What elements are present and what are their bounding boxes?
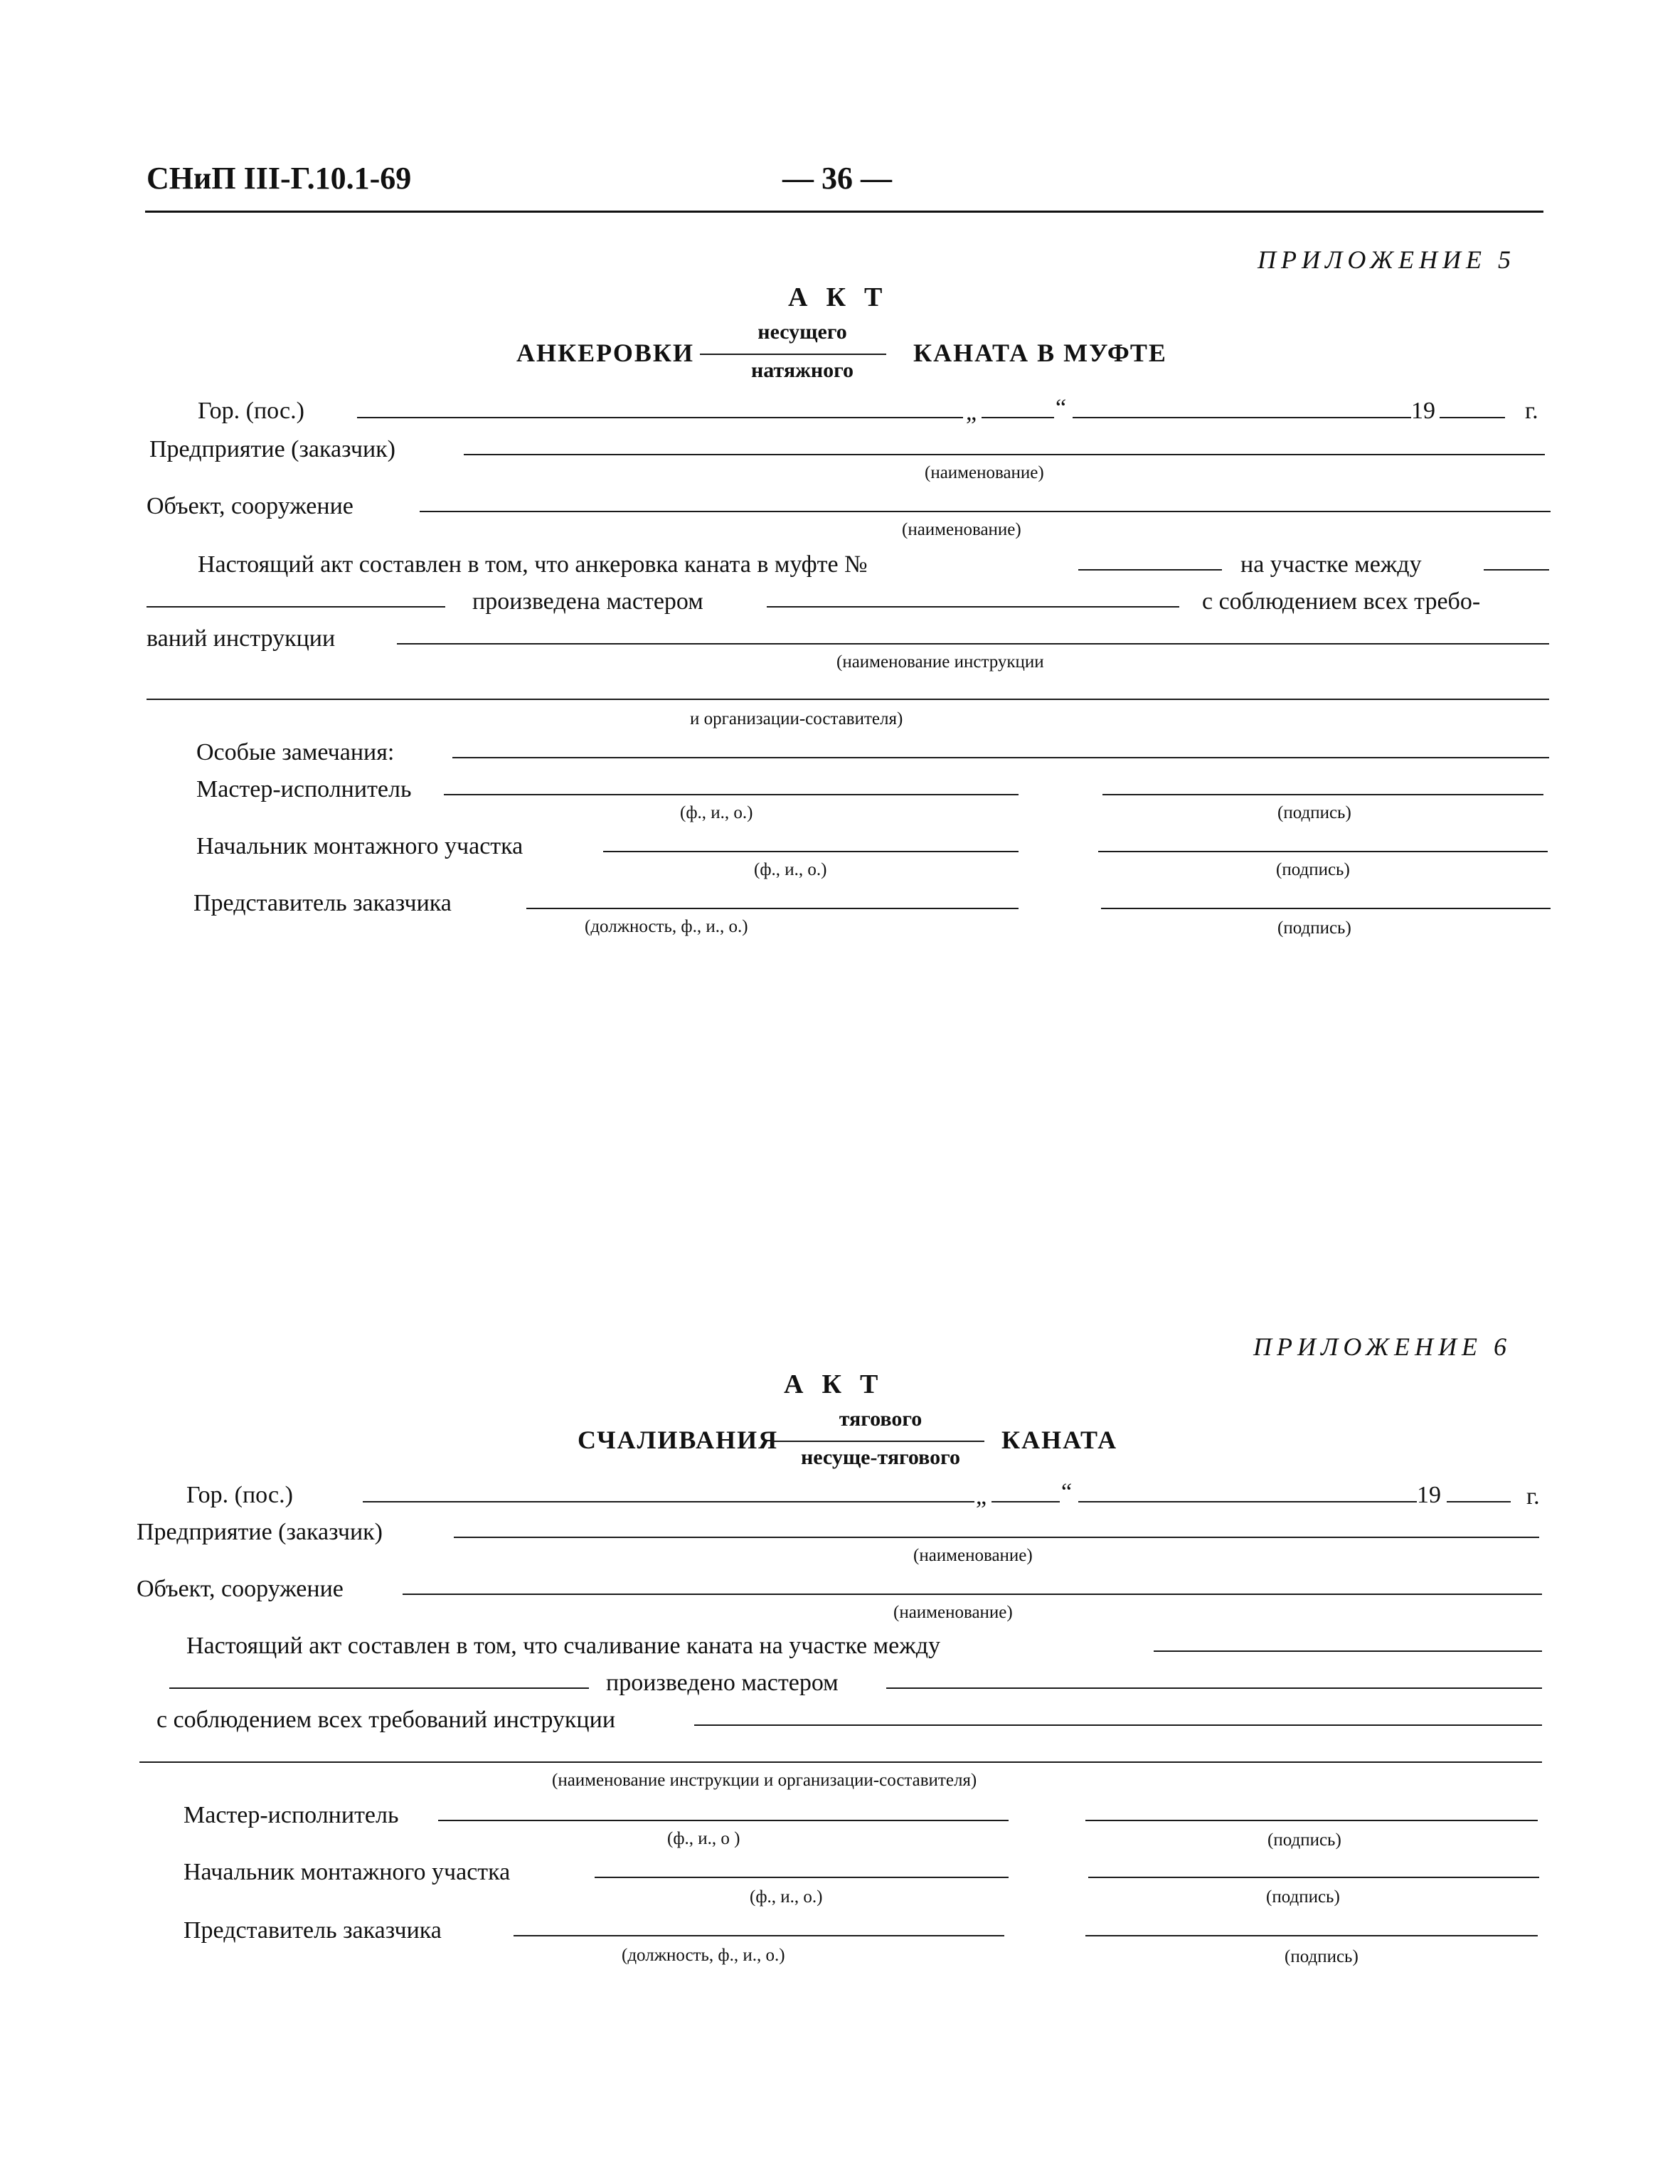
a6-quote-open: „	[976, 1483, 987, 1510]
a6-rep-fio-field[interactable]	[514, 1935, 1004, 1936]
appendix-5-fraction-bar	[700, 354, 886, 355]
a5-object-field[interactable]	[420, 511, 1551, 512]
appendix-6-fraction-bar	[771, 1441, 984, 1442]
a6-master-label: Мастер-исполнитель	[184, 1802, 399, 1828]
a5-quote-close: “	[1056, 395, 1067, 421]
appendix-6-title-right: КАНАТА	[1001, 1426, 1118, 1454]
a6-city-field[interactable]	[363, 1501, 974, 1502]
a5-body-line-2b: с соблюдением всех требо-	[1202, 588, 1481, 615]
a6-object-label: Объект, сооружение	[137, 1576, 344, 1602]
a5-master-label: Мастер-исполнитель	[196, 776, 412, 802]
appendix-5-akt-heading: АКТ	[788, 282, 901, 312]
a5-year-prefix: 19	[1411, 398, 1435, 424]
a6-enterprise-caption: (наименование)	[913, 1546, 1033, 1565]
a5-master-field[interactable]	[767, 606, 1179, 608]
a6-object-caption: (наименование)	[893, 1603, 1013, 1622]
a5-chief-fio-field[interactable]	[603, 851, 1019, 852]
a5-instruction-caption-2: и организации-составителя)	[690, 709, 903, 728]
a5-notes-field[interactable]	[452, 757, 1549, 758]
appendix-6-label: ПРИЛОЖЕНИЕ 6	[1253, 1332, 1511, 1361]
a6-year-field[interactable]	[1447, 1501, 1511, 1502]
appendix-6-fraction-bottom: несуще-тягового	[800, 1446, 961, 1469]
a5-rep-fio-field[interactable]	[526, 908, 1019, 909]
a5-section-start-field[interactable]	[1484, 569, 1549, 571]
a6-chief-sign-caption: (подпись)	[1266, 1887, 1340, 1907]
a5-rep-sign-caption: (подпись)	[1277, 918, 1351, 938]
a6-day-field[interactable]	[991, 1501, 1060, 1502]
a5-section-end-field[interactable]	[147, 606, 445, 608]
a6-section-end-field[interactable]	[169, 1687, 589, 1689]
a6-chief-fio-field[interactable]	[595, 1877, 1009, 1878]
a5-instruction-caption-1: (наименование инструкции	[836, 652, 1044, 672]
a5-object-caption: (наименование)	[902, 520, 1021, 539]
appendix-5-title-right: КАНАТА В МУФТЕ	[913, 339, 1167, 367]
a6-rep-sign-field[interactable]	[1085, 1935, 1538, 1936]
appendix-5-title-left: АНКЕРОВКИ	[516, 339, 695, 367]
a6-rep-label: Представитель заказчика	[184, 1917, 442, 1944]
a6-month-field[interactable]	[1078, 1501, 1417, 1502]
document-code: СНиП III-Г.10.1-69	[147, 161, 412, 196]
a6-rep-fio-caption: (должность, ф., и., о.)	[622, 1946, 785, 1965]
a5-quote-open: „	[966, 399, 977, 425]
a6-master-fio-field[interactable]	[438, 1820, 1009, 1821]
appendix-5-label: ПРИЛОЖЕНИЕ 5	[1258, 245, 1516, 274]
a5-rep-label: Представитель заказчика	[193, 890, 452, 916]
a5-chief-sign-caption: (подпись)	[1276, 860, 1350, 879]
a5-object-label: Объект, сооружение	[147, 493, 353, 519]
a6-year-suffix: г.	[1526, 1483, 1540, 1510]
a5-master-fio-field[interactable]	[444, 794, 1019, 795]
page-number: — 36 —	[782, 161, 892, 196]
a6-body-line-3: с соблюдением всех требований инструкции	[156, 1707, 616, 1733]
a5-body-line-1b: на участке между	[1240, 551, 1422, 578]
a5-master-fio-caption: (ф., и., о.)	[680, 803, 753, 822]
appendix-6-akt-heading: АКТ	[784, 1369, 897, 1399]
a5-city-label: Гор. (пос.)	[198, 398, 304, 424]
a6-quote-close: “	[1061, 1479, 1073, 1505]
a6-chief-fio-caption: (ф., и., о.)	[750, 1887, 823, 1907]
a6-rep-sign-caption: (подпись)	[1285, 1947, 1359, 1966]
a6-organization-field[interactable]	[139, 1761, 1542, 1763]
a5-body-line-3: ваний инструкции	[147, 625, 336, 652]
a5-muff-number-field[interactable]	[1078, 569, 1222, 571]
a6-year-prefix: 19	[1417, 1482, 1441, 1508]
a5-month-field[interactable]	[1073, 417, 1411, 418]
a5-year-field[interactable]	[1440, 417, 1505, 418]
a6-chief-sign-field[interactable]	[1088, 1877, 1539, 1878]
a5-enterprise-field[interactable]	[464, 454, 1545, 455]
a6-master-fio-caption: (ф., и., о )	[667, 1829, 740, 1848]
a6-chief-label: Начальник монтажного участка	[184, 1859, 511, 1885]
a5-rep-fio-caption: (должность, ф., и., о.)	[585, 917, 748, 936]
a5-enterprise-label: Предприятие (заказчик)	[149, 436, 395, 462]
a5-year-suffix: г.	[1525, 398, 1538, 424]
a6-master-field[interactable]	[886, 1687, 1542, 1689]
a5-enterprise-caption: (наименование)	[925, 463, 1044, 482]
a6-object-field[interactable]	[403, 1594, 1542, 1595]
appendix-5-fraction-top: несущего	[757, 320, 847, 344]
a5-notes-label: Особые замечания:	[196, 739, 395, 765]
a5-master-sign-field[interactable]	[1102, 794, 1543, 795]
a5-body-line-1: Настоящий акт составлен в том, что анкеровка каната в муфте №	[198, 551, 868, 578]
a6-body-line-2: произведено мастером	[606, 1670, 839, 1696]
a5-city-field[interactable]	[357, 417, 963, 418]
a5-chief-sign-field[interactable]	[1098, 851, 1548, 852]
header-rule	[145, 211, 1543, 213]
a6-enterprise-field[interactable]	[454, 1537, 1539, 1538]
a5-rep-sign-field[interactable]	[1101, 908, 1551, 909]
a6-city-label: Гор. (пос.)	[186, 1482, 293, 1508]
a6-body-line-1: Настоящий акт составлен в том, что счаливание каната на участке между	[186, 1633, 941, 1659]
a5-organization-field[interactable]	[147, 699, 1549, 700]
a5-chief-label: Начальник монтажного участка	[196, 833, 523, 859]
a6-master-sign-caption: (подпись)	[1267, 1830, 1341, 1850]
a5-master-sign-caption: (подпись)	[1277, 803, 1351, 822]
appendix-6-title-left: СЧАЛИВАНИЯ	[578, 1426, 779, 1454]
appendix-5-fraction-bottom: натяжного	[751, 359, 854, 382]
a6-enterprise-label: Предприятие (заказчик)	[137, 1519, 383, 1545]
a6-section-start-field[interactable]	[1154, 1650, 1542, 1652]
a5-instruction-field[interactable]	[397, 643, 1549, 645]
a5-day-field[interactable]	[982, 417, 1054, 418]
a5-chief-fio-caption: (ф., и., о.)	[754, 860, 827, 879]
appendix-6-fraction-top: тягового	[839, 1407, 923, 1431]
a6-instruction-caption: (наименование инструкции и организации-составителя)	[552, 1771, 977, 1790]
a6-instruction-field[interactable]	[694, 1724, 1542, 1726]
a5-body-line-2: произведена мастером	[472, 588, 703, 615]
a6-master-sign-field[interactable]	[1085, 1820, 1538, 1821]
